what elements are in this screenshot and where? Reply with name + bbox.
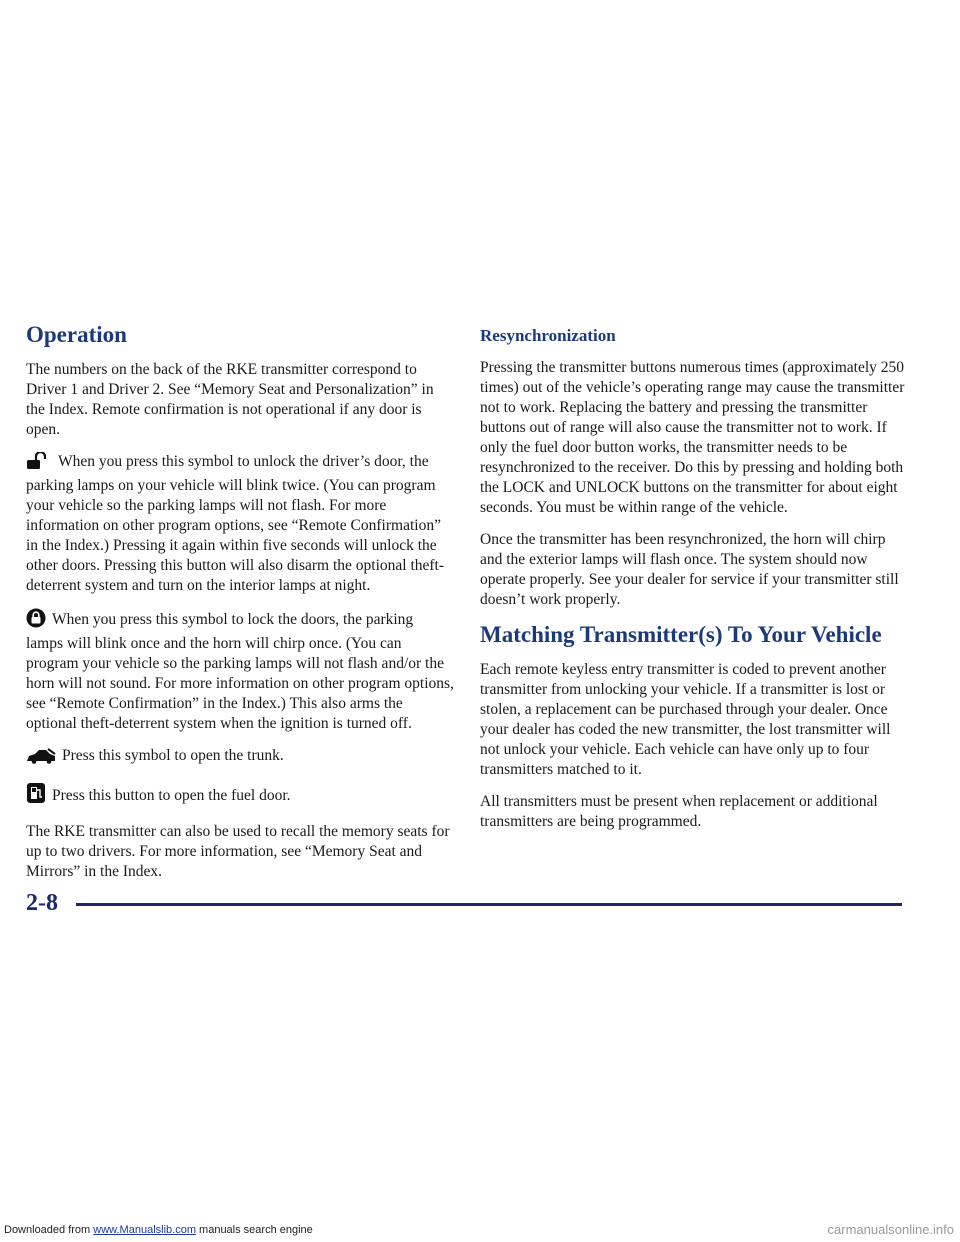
fuel-door-icon: [26, 782, 46, 810]
paragraph-trunk-text: Press this symbol to open the trunk.: [62, 747, 284, 765]
watermark-suffix: manuals search engine: [195, 1224, 313, 1236]
left-column: [26, 322, 454, 894]
download-watermark: [4, 1224, 313, 1236]
manualslib-link[interactable]: www.Manualslib.com: [93, 1224, 196, 1236]
footer-rule: [76, 903, 902, 906]
section-heading-matching: Matching Transmitter(s) To Your Vehicle: [480, 622, 882, 647]
subheading-resynchronization: Resynchronization: [480, 326, 616, 345]
paragraph-lock-text: When you press this symbol to lock the doors, the parking lamps will blink once and the horn will chirp once. (You can program your vehicle so the parking lamps will not flash and/or the horn will not sound. For more information on other program options, see “Remote Confirmation” in the Index.) This also arms the optional theft-deterrent system when the ignition is turned off.: [26, 611, 454, 733]
paragraph-lock: [26, 608, 454, 734]
paragraph-memory-recall: The RKE transmitter can also be used to recall the memory seats for up to two drivers. For more information, see “Memory Seat and Mirrors” in the Index.: [26, 823, 450, 881]
paragraph-unlock-text: When you press this symbol to unlock the driver’s door, the parking lamps on your vehicle will blink twice. (You can program your vehicle so the parking lamps will not flash. For more information on other program options, see “Remote Confirmation” in the Index.) Pressing it again within five seconds will unlock the other doors. Pressing this button will also disarm the optional theft-deterrent system and turn on the interior lamps at night.: [26, 453, 445, 595]
section-heading-operation: Operation: [26, 322, 127, 347]
paragraph-matching-2: All transmitters must be present when replacement or additional transmitters are being programmed.: [480, 793, 878, 831]
paragraph-fuel: [26, 782, 454, 810]
paragraph-unlock: [26, 452, 454, 596]
trunk-icon: [26, 748, 56, 770]
paragraph-resync-2: Once the transmitter has been resynchronized, the horn will chirp and the exterior lamps will flash once. The system should now operate properly. See your dealer for service if your transmitter still doesn’t work properly.: [480, 531, 899, 608]
right-column: [480, 322, 906, 844]
site-watermark: carmanualsonline.info: [827, 1222, 954, 1237]
paragraph-fuel-text: Press this button to open the fuel door.: [52, 787, 291, 805]
unlock-icon: [26, 452, 52, 476]
paragraph-rke-numbers: The numbers on the back of the RKE transmitter correspond to Driver 1 and Driver 2. See “Memory Seat and Personalization” in the Index. Remote confirmation is not operational if any door is open.: [26, 361, 434, 439]
lock-icon: [26, 608, 46, 634]
paragraph-trunk: [26, 746, 454, 770]
paragraph-matching-1: Each remote keyless entry transmitter is coded to prevent another transmitter from unlocking your vehicle. If a transmitter is lost or stolen, a replacement can be purchased through your dealer. Once your dealer has coded the new transmitter, the lost transmitter will not unlock your vehicle. Each vehicle can have only up to four transmitters matched to it.: [480, 661, 891, 779]
page-number: 2-8: [26, 890, 58, 916]
paragraph-resync-1: Pressing the transmitter buttons numerous times (approximately 250 times) out of the vehicle’s operating range may cause the transmitter not to work. Replacing the battery and pressing the transmitter buttons out of range will also cause the transmitter not to work. If only the fuel door button works, the transmitter needs to be resynchronized to the receiver. Do this by pressing and holding both the LOCK and UNLOCK buttons on the transmitter for about eight seconds. You must be within range of the vehicle.: [480, 359, 905, 516]
watermark-prefix: Downloaded from: [4, 1224, 94, 1236]
